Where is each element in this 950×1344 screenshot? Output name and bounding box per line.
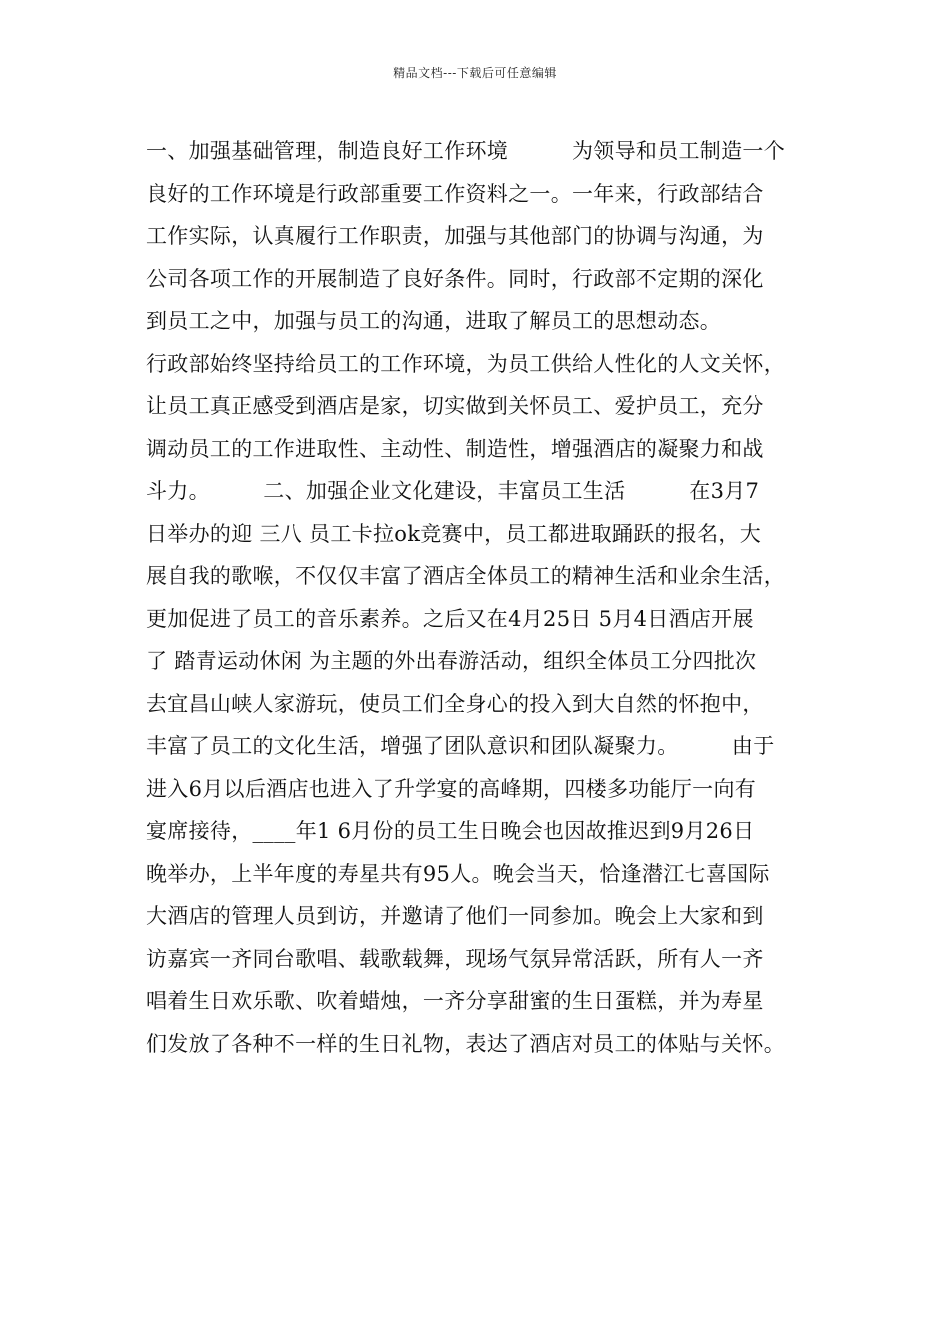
body-line: 宴席接待，____年1 6月份的员工生日晚会也因故推迟到9月26日 <box>146 819 755 843</box>
body-line: 一、加强基础管理，制造良好工作环境 为领导和员工制造一个 <box>146 139 785 163</box>
body-line: 唱着生日欢乐歌、吹着蜡烛，一齐分享甜蜜的生日蛋糕，并为寿星 <box>146 989 764 1013</box>
body-line: 进入6月以后酒店也进入了升学宴的高峰期，四楼多功能厅一向有 <box>146 776 757 801</box>
body-line: 去宜昌山峡人家游玩，使员工们全身心的投入到大自然的怀抱中， <box>146 691 764 716</box>
body-line: 了 踏青运动休闲 为主题的外出春游活动，组织全体员工分四批次 <box>146 649 757 673</box>
body-line: 大酒店的管理人员到访，并邀请了他们一同参加。晚会上大家和到 <box>146 904 764 928</box>
body-line: 们发放了各种不一样的生日礼物，表达了酒店对员工的体贴与关怀。 <box>146 1031 785 1056</box>
body-line: 到员工之中，加强与员工的沟通，进取了解员工的思想动态。 <box>146 309 722 333</box>
page-header: 精品文档---下载后可任意编辑 <box>393 66 557 80</box>
body-line: 丰富了员工的文化生活，增强了团队意识和团队凝聚力。 由于 <box>146 734 775 758</box>
body-line: 让员工真正感受到酒店是家，切实做到关怀员工、爱护员工，充分 <box>146 394 764 418</box>
document-body <box>146 134 846 1069</box>
body-line: 晚举办，上半年度的寿星共有95人。晚会当天，恰逢潜江七喜国际 <box>146 861 770 886</box>
body-line: 日举办的迎 三八 员工卡拉ok竞赛中，员工都进取踊跃的报名，大 <box>146 521 762 546</box>
body-line: 良好的工作环境是行政部重要工作资料之一。一年来，行政部结合 <box>146 181 764 206</box>
body-line: 公司各项工作的开展制造了良好条件。同时，行政部不定期的深化 <box>146 266 764 291</box>
body-line: 工作实际，认真履行工作职责，加强与其他部门的协调与沟通，为 <box>146 224 764 248</box>
body-line: 访嘉宾一齐同台歌唱、载歌载舞，现场气氛异常活跃，所有人一齐 <box>146 946 764 971</box>
body-line: 展自我的歌喉，不仅仅丰富了酒店全体员工的精神生活和业余生活， <box>146 564 785 588</box>
body-line: 更加促进了员工的音乐素养。之后又在4月25日 5月4日酒店开展 <box>146 606 754 631</box>
body-line: 调动员工的工作进取性、主动性、制造性，增强酒店的凝聚力和战 <box>146 436 764 461</box>
body-line: 行政部始终坚持给员工的工作环境，为员工供给人性化的人文关怀， <box>146 351 785 376</box>
body-line: 斗力。 二、加强企业文化建设，丰富员工生活 在3月7 <box>146 479 760 503</box>
